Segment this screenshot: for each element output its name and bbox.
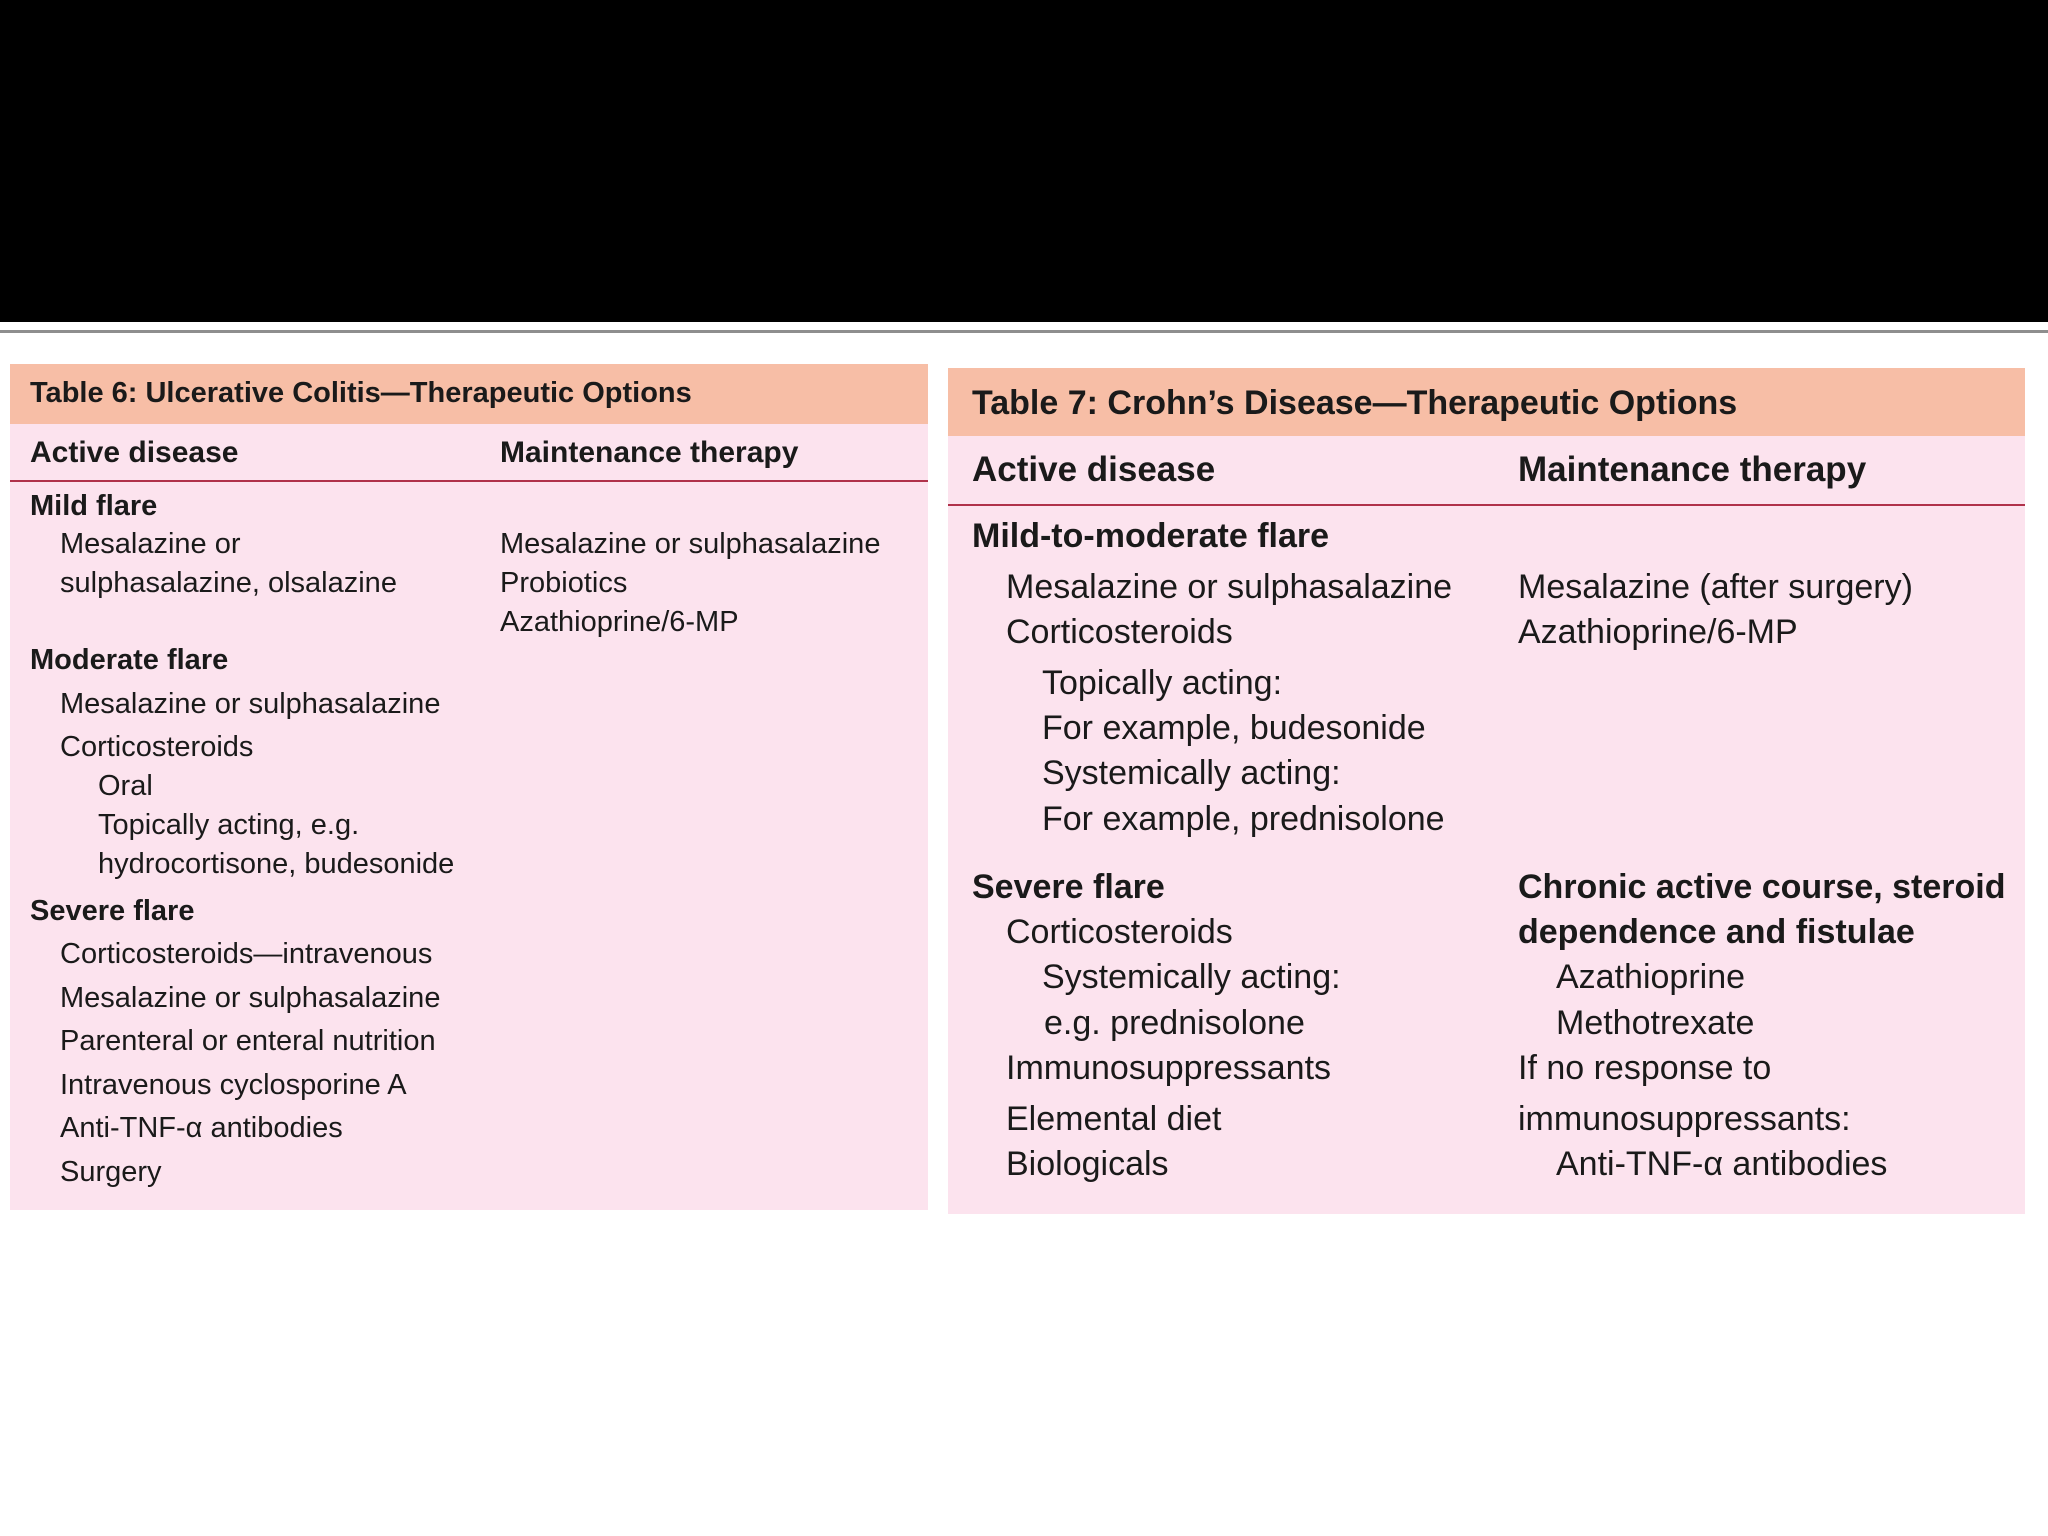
section-heading: Chronic active course, steroid: [1518, 868, 2006, 906]
table-cell: Anti-TNF-α antibodies: [60, 1112, 343, 1144]
table-cell: Mesalazine (after surgery): [1518, 568, 1913, 606]
table-cell: Corticosteroids: [60, 731, 254, 763]
table-cell: Azathioprine/6-MP: [1518, 613, 1798, 651]
table-title: Table 6: Ulcerative Colitis—Therapeutic Options: [10, 364, 928, 424]
table-cell: Systemically acting:: [1042, 958, 1341, 996]
divider-rule: [0, 330, 2048, 333]
table-crohns-disease: [948, 368, 2025, 1214]
table-cell: Azathioprine: [1556, 958, 1746, 996]
table-cell: Mesalazine or sulphasalazine: [1006, 568, 1453, 606]
section-heading: Moderate flare: [30, 644, 229, 676]
table-cell: Mesalazine or sulphasalazine: [60, 688, 441, 720]
table-cell: Mesalazine or sulphasalazine: [500, 528, 881, 560]
table-cell: Topically acting:: [1042, 664, 1283, 702]
table-cell: Intravenous cyclosporine A: [60, 1069, 407, 1101]
table-cell: Mesalazine or sulphasalazine: [60, 982, 441, 1014]
table-cell: If no response to: [1518, 1049, 1772, 1087]
table-cell: Mesalazine or: [60, 528, 241, 560]
table-cell: Surgery: [60, 1156, 162, 1188]
section-heading: Mild flare: [30, 490, 158, 522]
table-cell: Oral: [98, 770, 153, 802]
table-cell: e.g. prednisolone: [1044, 1004, 1305, 1042]
column-header-maintenance: Maintenance therapy: [1518, 450, 1867, 489]
table-cell: For example, budesonide: [1042, 709, 1426, 747]
table-cell: Systemically acting:: [1042, 754, 1341, 792]
table-cell: For example, prednisolone: [1042, 800, 1445, 838]
table-cell: Corticosteroids—intravenous: [60, 938, 433, 970]
table-header-row: [948, 436, 2025, 506]
column-header-active: Active disease: [972, 450, 1216, 489]
section-heading: Severe flare: [30, 895, 195, 927]
table-title: Table 7: Crohn’s Disease—Therapeutic Options: [948, 368, 2025, 436]
table-cell: Elemental diet: [1006, 1100, 1222, 1138]
table-cell: Anti-TNF-α antibodies: [1556, 1145, 1888, 1183]
section-heading: Mild-to-moderate flare: [972, 517, 1330, 555]
title-bar: [0, 0, 2048, 322]
table-cell: Topically acting, e.g.: [98, 809, 360, 841]
column-header-active: Active disease: [30, 436, 239, 469]
table-cell: Biologicals: [1006, 1145, 1169, 1183]
table-ulcerative-colitis: [10, 364, 928, 1210]
table-cell: sulphasalazine, olsalazine: [60, 567, 397, 599]
section-heading: dependence and fistulae: [1518, 913, 1915, 951]
table-cell: Azathioprine/6-MP: [500, 606, 739, 638]
table-cell: hydrocortisone, budesonide: [98, 848, 455, 880]
table-cell: Methotrexate: [1556, 1004, 1755, 1042]
table-cell: Immunosuppressants: [1006, 1049, 1332, 1087]
table-cell: Corticosteroids: [1006, 613, 1233, 651]
table-cell: Parenteral or enteral nutrition: [60, 1025, 436, 1057]
table-cell: Probiotics: [500, 567, 628, 599]
column-header-maintenance: Maintenance therapy: [500, 436, 799, 469]
table-header-row: [10, 424, 928, 482]
section-heading: Severe flare: [972, 868, 1165, 906]
table-cell: immunosuppressants:: [1518, 1100, 1851, 1138]
table-cell: Corticosteroids: [1006, 913, 1233, 951]
